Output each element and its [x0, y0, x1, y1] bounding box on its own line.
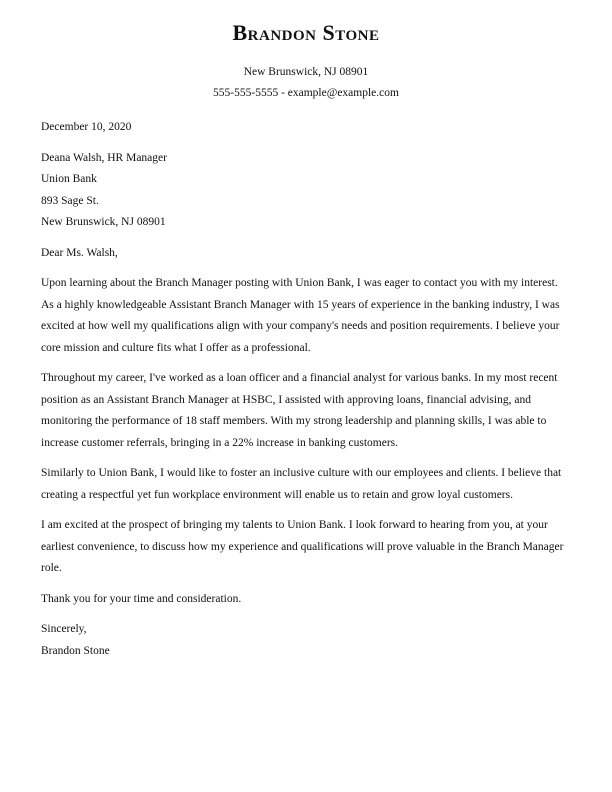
recipient-address [41, 148, 571, 234]
paragraph-closing: I am excited at the prospect of bringing my talents to Union Bank. I look forward to hearing from you, at your earliest convenience, to discuss how my experience and qualifications will prove valuable in the Branch Manager role. [41, 519, 564, 574]
recipient-city: New Brunswick, NJ 08901 [41, 216, 166, 228]
paragraph-experience: Throughout my career, I've worked as a loan officer and a financial analyst for various banks. In my most recent position as an Assistant Branch Manager at HSBC, I assisted with approving loans, financial advising, and monitoring the performance of 18 staff members. With my strong leadership and planning skills, I was able to increase customer referrals, bringing in a 22% increase in banking customers. [41, 372, 558, 449]
recipient-name: Deana Walsh, HR Manager [41, 151, 167, 164]
recipient-street: 893 Sage St. [41, 194, 99, 207]
sender-name: Brandon Stone [232, 20, 380, 45]
letter-body [41, 117, 571, 662]
signoff: Sincerely, [41, 623, 87, 635]
recipient-company: Union Bank [41, 173, 97, 185]
salutation: Dear Ms. Walsh, [41, 246, 118, 259]
thanks-line: Thank you for your time and consideration. [41, 592, 242, 605]
sender-contact: 555-555-5555 - example@example.com [213, 87, 399, 99]
paragraph-culture: Similarly to Union Bank, I would like to foster an inclusive culture with our employees and clients. I believe that creating a respectful yet fun workplace environment will enable us to retain and grow loyal customers. [41, 467, 562, 501]
letter-header [0, 18, 612, 104]
letter-date: December 10, 2020 [41, 121, 132, 133]
sender-city: New Brunswick, NJ 08901 [243, 66, 369, 78]
paragraph-intro: Upon learning about the Branch Manager posting with Union Bank, I was eager to contact you with my interest. As a highly knowledgeable Assistant Branch Manager with 15 years of experience in the banking industry, I was excited at how well my qualifications align with your company's needs and position requirements. I believe your core mission and culture fits what I offer as a professional. [41, 277, 560, 354]
signature-name: Brandon Stone [41, 644, 110, 657]
